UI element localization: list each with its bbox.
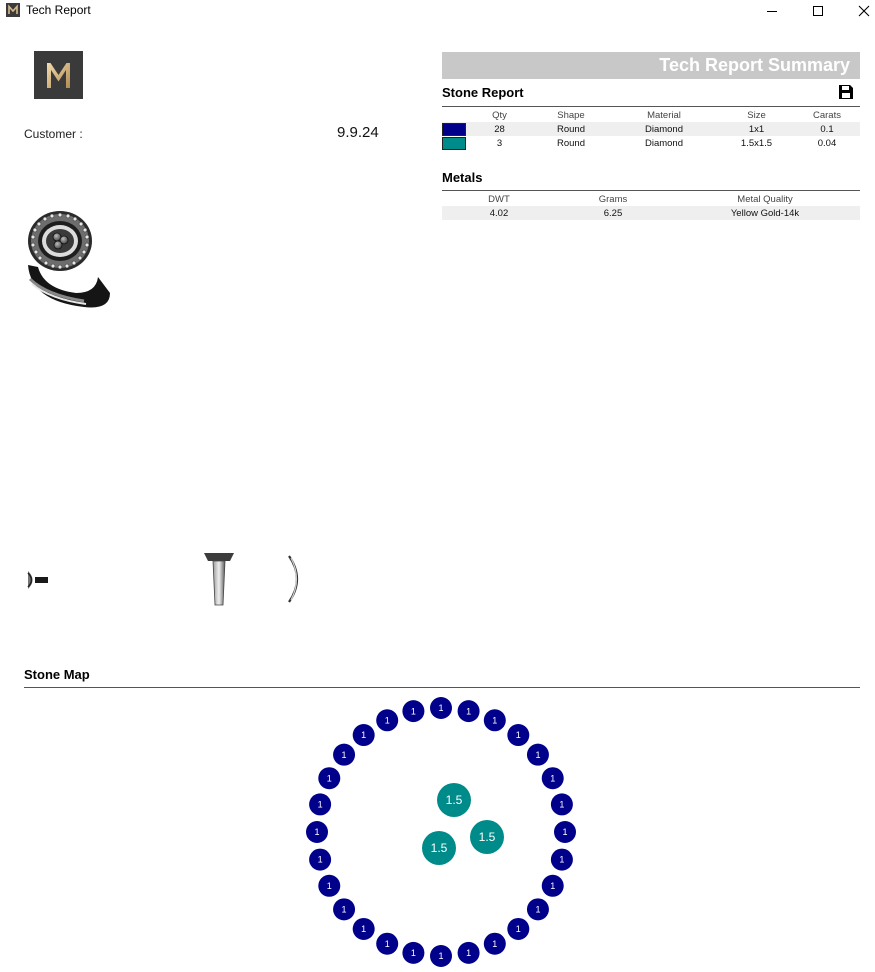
outer-stone-label: 1 bbox=[559, 799, 565, 810]
outer-stone bbox=[309, 793, 331, 815]
outer-stone-label: 1 bbox=[550, 773, 556, 784]
outer-stone-label: 1 bbox=[515, 730, 521, 741]
maximize-button[interactable] bbox=[795, 0, 841, 22]
outer-stone bbox=[318, 875, 340, 897]
outer-stone bbox=[402, 700, 424, 722]
outer-stone-label: 1 bbox=[535, 904, 541, 915]
column-header-shape: Shape bbox=[557, 109, 585, 121]
report-date: 9.9.24 bbox=[337, 124, 379, 141]
outer-stone bbox=[333, 744, 355, 766]
outer-stone bbox=[554, 821, 576, 843]
center-stone bbox=[422, 831, 456, 865]
column-header-size: Size bbox=[747, 109, 766, 121]
table-row[interactable] bbox=[442, 136, 860, 150]
metals-divider bbox=[442, 190, 860, 191]
outer-stone bbox=[318, 767, 340, 789]
outer-stone-label: 1 bbox=[438, 703, 444, 714]
center-stone-label: 1.5 bbox=[430, 841, 448, 856]
outer-stone-label: 1 bbox=[341, 749, 347, 760]
outer-stone-label: 1 bbox=[535, 749, 541, 760]
outer-stone-label: 1 bbox=[492, 938, 498, 949]
color-swatch bbox=[442, 123, 466, 136]
outer-stone bbox=[376, 709, 398, 731]
outer-stone bbox=[458, 700, 480, 722]
outer-stone bbox=[458, 942, 480, 964]
stone-color-swatch bbox=[442, 136, 466, 150]
outer-stone-label: 1 bbox=[559, 854, 565, 865]
qty-cell: 28 bbox=[466, 122, 533, 136]
center-stone bbox=[437, 783, 471, 817]
stone-color-swatch bbox=[442, 122, 466, 136]
outer-stone-label: 1 bbox=[562, 827, 568, 838]
customer-label: Customer : bbox=[24, 127, 83, 141]
column-header-color bbox=[442, 108, 466, 122]
window-title: Tech Report bbox=[26, 3, 91, 17]
outer-stone bbox=[430, 945, 452, 967]
summary-banner bbox=[442, 52, 860, 79]
carats-cell: 0.04 bbox=[817, 137, 837, 149]
outer-stone bbox=[333, 898, 355, 920]
column-header-metal-quality: Metal Quality bbox=[737, 193, 793, 205]
material-cell: Diamond bbox=[644, 137, 684, 149]
outer-stone bbox=[542, 875, 564, 897]
app-logo-icon bbox=[6, 3, 20, 17]
outer-stone-label: 1 bbox=[466, 948, 472, 959]
minimize-icon bbox=[766, 5, 778, 17]
center-stone bbox=[470, 820, 504, 854]
outer-stone-label: 1 bbox=[410, 706, 416, 717]
outer-stone-label: 1 bbox=[326, 880, 332, 891]
outer-stone bbox=[551, 849, 573, 871]
outer-stone-label: 1 bbox=[326, 773, 332, 784]
outer-stone-label: 1 bbox=[314, 827, 320, 838]
minimize-button[interactable] bbox=[749, 0, 795, 22]
column-header-carats: Carats bbox=[813, 109, 841, 121]
profile-view-image bbox=[285, 554, 307, 608]
table-row[interactable] bbox=[442, 206, 860, 220]
save-icon[interactable] bbox=[838, 84, 854, 100]
outer-stone-label: 1 bbox=[317, 799, 323, 810]
summary-title: Tech Report Summary bbox=[659, 55, 850, 75]
shape-cell: Round bbox=[533, 122, 609, 136]
close-button[interactable] bbox=[841, 0, 875, 22]
outer-stone-label: 1 bbox=[361, 924, 367, 935]
outer-stone bbox=[542, 767, 564, 789]
center-stone-label: 1.5 bbox=[478, 830, 496, 845]
dwt-cell: 4.02 bbox=[442, 206, 556, 220]
stone-report-table bbox=[442, 108, 860, 150]
metal-quality-cell: Yellow Gold-14k bbox=[670, 206, 860, 220]
material-cell: Diamond bbox=[609, 122, 719, 136]
outer-stone bbox=[507, 918, 529, 940]
outer-stone-label: 1 bbox=[317, 854, 323, 865]
stone-map-diagram bbox=[0, 688, 875, 972]
outer-stone bbox=[484, 709, 506, 731]
column-header-material: Material bbox=[647, 109, 681, 121]
outer-stone-label: 1 bbox=[384, 938, 390, 949]
title-bar bbox=[0, 0, 875, 22]
grams-cell: 6.25 bbox=[556, 206, 670, 220]
stone-report-divider bbox=[442, 106, 860, 107]
size-cell: 1.5x1.5 bbox=[740, 137, 773, 149]
outer-stone-label: 1 bbox=[515, 924, 521, 935]
outer-stone bbox=[527, 744, 549, 766]
metals-table bbox=[442, 192, 860, 220]
front-view-image bbox=[202, 551, 236, 613]
column-header-qty: Qty bbox=[492, 109, 507, 121]
stone-report-header-row bbox=[442, 108, 860, 122]
outer-stone-label: 1 bbox=[438, 951, 444, 962]
outer-stone bbox=[376, 933, 398, 955]
stone-map-title: Stone Map bbox=[24, 667, 90, 682]
company-logo bbox=[34, 51, 83, 99]
close-icon bbox=[858, 5, 870, 17]
carats-cell: 0.1 bbox=[794, 122, 860, 136]
column-header-grams: Grams bbox=[598, 193, 628, 205]
outer-stone bbox=[527, 898, 549, 920]
center-stone-label: 1.5 bbox=[445, 793, 463, 808]
outer-stone bbox=[309, 849, 331, 871]
outer-stone-label: 1 bbox=[550, 880, 556, 891]
size-cell: 1x1 bbox=[719, 122, 794, 136]
ring-render-image bbox=[26, 209, 114, 315]
shape-cell: Round bbox=[557, 137, 585, 149]
outer-stone bbox=[484, 933, 506, 955]
outer-stone bbox=[430, 697, 452, 719]
outer-stone-label: 1 bbox=[410, 948, 416, 959]
outer-stone bbox=[353, 918, 375, 940]
outer-stone bbox=[306, 821, 328, 843]
outer-stone-label: 1 bbox=[492, 715, 498, 726]
outer-stone-label: 1 bbox=[361, 730, 367, 741]
outer-stone-label: 1 bbox=[341, 904, 347, 915]
maximize-icon bbox=[812, 5, 824, 17]
color-swatch bbox=[442, 137, 466, 150]
outer-stone-label: 1 bbox=[384, 715, 390, 726]
outer-stone bbox=[507, 724, 529, 746]
stone-report-title: Stone Report bbox=[442, 85, 524, 100]
side-view-image bbox=[27, 568, 51, 596]
metals-title: Metals bbox=[442, 170, 483, 185]
outer-stone bbox=[402, 942, 424, 964]
qty-cell: 3 bbox=[496, 137, 503, 149]
outer-stone bbox=[353, 724, 375, 746]
outer-stone bbox=[551, 793, 573, 815]
metals-header-row bbox=[442, 192, 860, 206]
table-row[interactable] bbox=[442, 122, 860, 136]
outer-stone-label: 1 bbox=[466, 706, 472, 717]
column-header-dwt: DWT bbox=[488, 193, 510, 205]
